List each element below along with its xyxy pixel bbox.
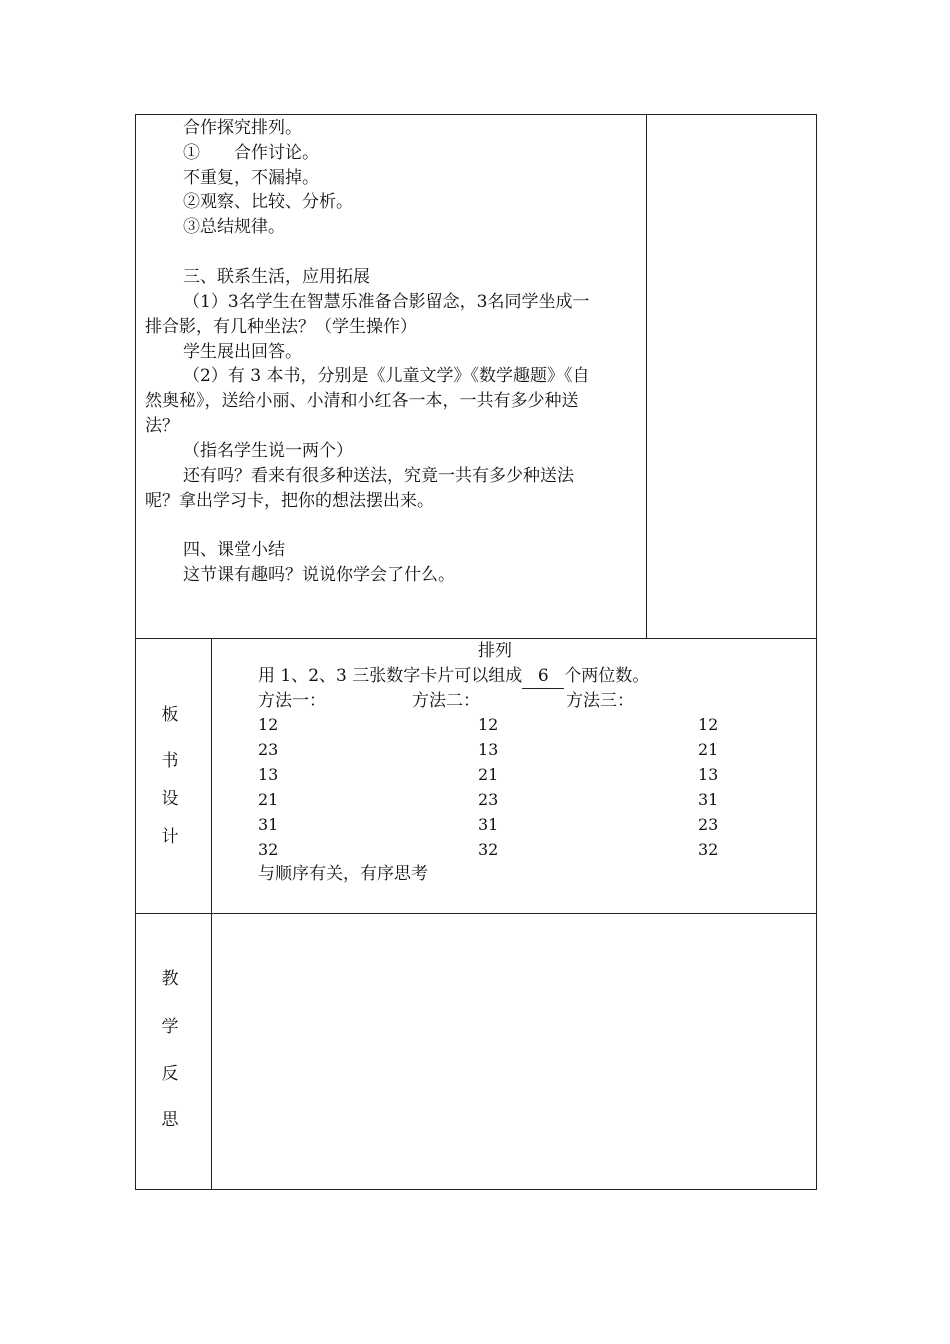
- method2-number: 21: [478, 765, 499, 784]
- method1-number: 23: [258, 740, 279, 759]
- row-divider-reflection: [135, 913, 817, 914]
- lesson-line: （2）有 3 本书，分别是《儿童文学》《数学趣题》《自: [183, 366, 590, 386]
- row-divider-board: [135, 638, 817, 639]
- method2-number: 23: [478, 790, 499, 809]
- lesson-line: （1）3名学生在智慧乐准备合影留念，3名同学坐成一: [183, 292, 590, 312]
- board-sentence: [258, 664, 649, 689]
- lesson-line: ③总结规律。: [183, 217, 285, 237]
- method-header: 方法二：: [412, 691, 480, 711]
- lesson-line: 法？: [145, 416, 179, 436]
- board-label-char: 书: [161, 751, 179, 771]
- method2-number: 31: [478, 815, 499, 834]
- method1-number: 31: [258, 815, 279, 834]
- board-label-char: 板: [161, 705, 179, 725]
- board-title: 排列: [478, 641, 512, 661]
- notes-column-divider: [646, 114, 647, 638]
- method1-number: 13: [258, 765, 279, 784]
- board-label-char: 设: [161, 789, 179, 809]
- reflection-label-char: 思: [161, 1110, 179, 1130]
- lesson-line: ① 合作讨论。: [183, 143, 319, 163]
- lesson-line: 呢？拿出学习卡，把你的想法摆出来。: [145, 491, 434, 511]
- method1-number: 32: [258, 840, 279, 859]
- board-conclusion: 与顺序有关，有序思考: [258, 864, 428, 884]
- reflection-label-char: 教: [161, 969, 179, 989]
- lesson-line: 合作探究排列。: [183, 118, 302, 138]
- lesson-line: 不重复，不漏掉。: [183, 168, 319, 188]
- method1-number: 21: [258, 790, 279, 809]
- section-heading: 四、课堂小结: [183, 540, 285, 560]
- method2-number: 12: [478, 715, 499, 734]
- board-sentence-pre: 用 1、2、3 三张数字卡片可以组成: [258, 666, 523, 686]
- board-sentence-post: 个两位数。: [564, 666, 650, 686]
- lesson-line: （指名学生说一两个）: [183, 441, 353, 461]
- reflection-label-char: 反: [161, 1064, 179, 1084]
- method1-number: 12: [258, 715, 279, 734]
- method3-number: 13: [698, 765, 719, 784]
- board-answer: 6: [522, 664, 564, 689]
- label-column-divider: [211, 638, 212, 1190]
- method2-number: 13: [478, 740, 499, 759]
- method2-number: 32: [478, 840, 499, 859]
- method3-number: 23: [698, 815, 719, 834]
- method-header: 方法一：: [258, 691, 326, 711]
- method3-number: 21: [698, 740, 719, 759]
- method3-number: 31: [698, 790, 719, 809]
- reflection-label-char: 学: [161, 1017, 179, 1037]
- method-header: 方法三：: [566, 691, 634, 711]
- lesson-line: 学生展出回答。: [183, 342, 302, 362]
- method3-number: 12: [698, 715, 719, 734]
- lesson-line: ②观察、比较、分析。: [183, 192, 353, 212]
- section-heading: 三、联系生活，应用拓展: [183, 267, 370, 287]
- board-label-char: 计: [161, 827, 179, 847]
- lesson-line: 还有吗？看来有很多种送法，究竟一共有多少种送法: [183, 466, 574, 486]
- method3-number: 32: [698, 840, 719, 859]
- reflection-content: [213, 915, 815, 1188]
- lesson-line: 这节课有趣吗？说说你学会了什么。: [183, 565, 455, 585]
- lesson-line: 然奥秘》，送给小丽、小清和小红各一本，一共有多少种送: [145, 391, 579, 411]
- lesson-line: 排合影，有几种坐法？（学生操作）: [145, 317, 417, 337]
